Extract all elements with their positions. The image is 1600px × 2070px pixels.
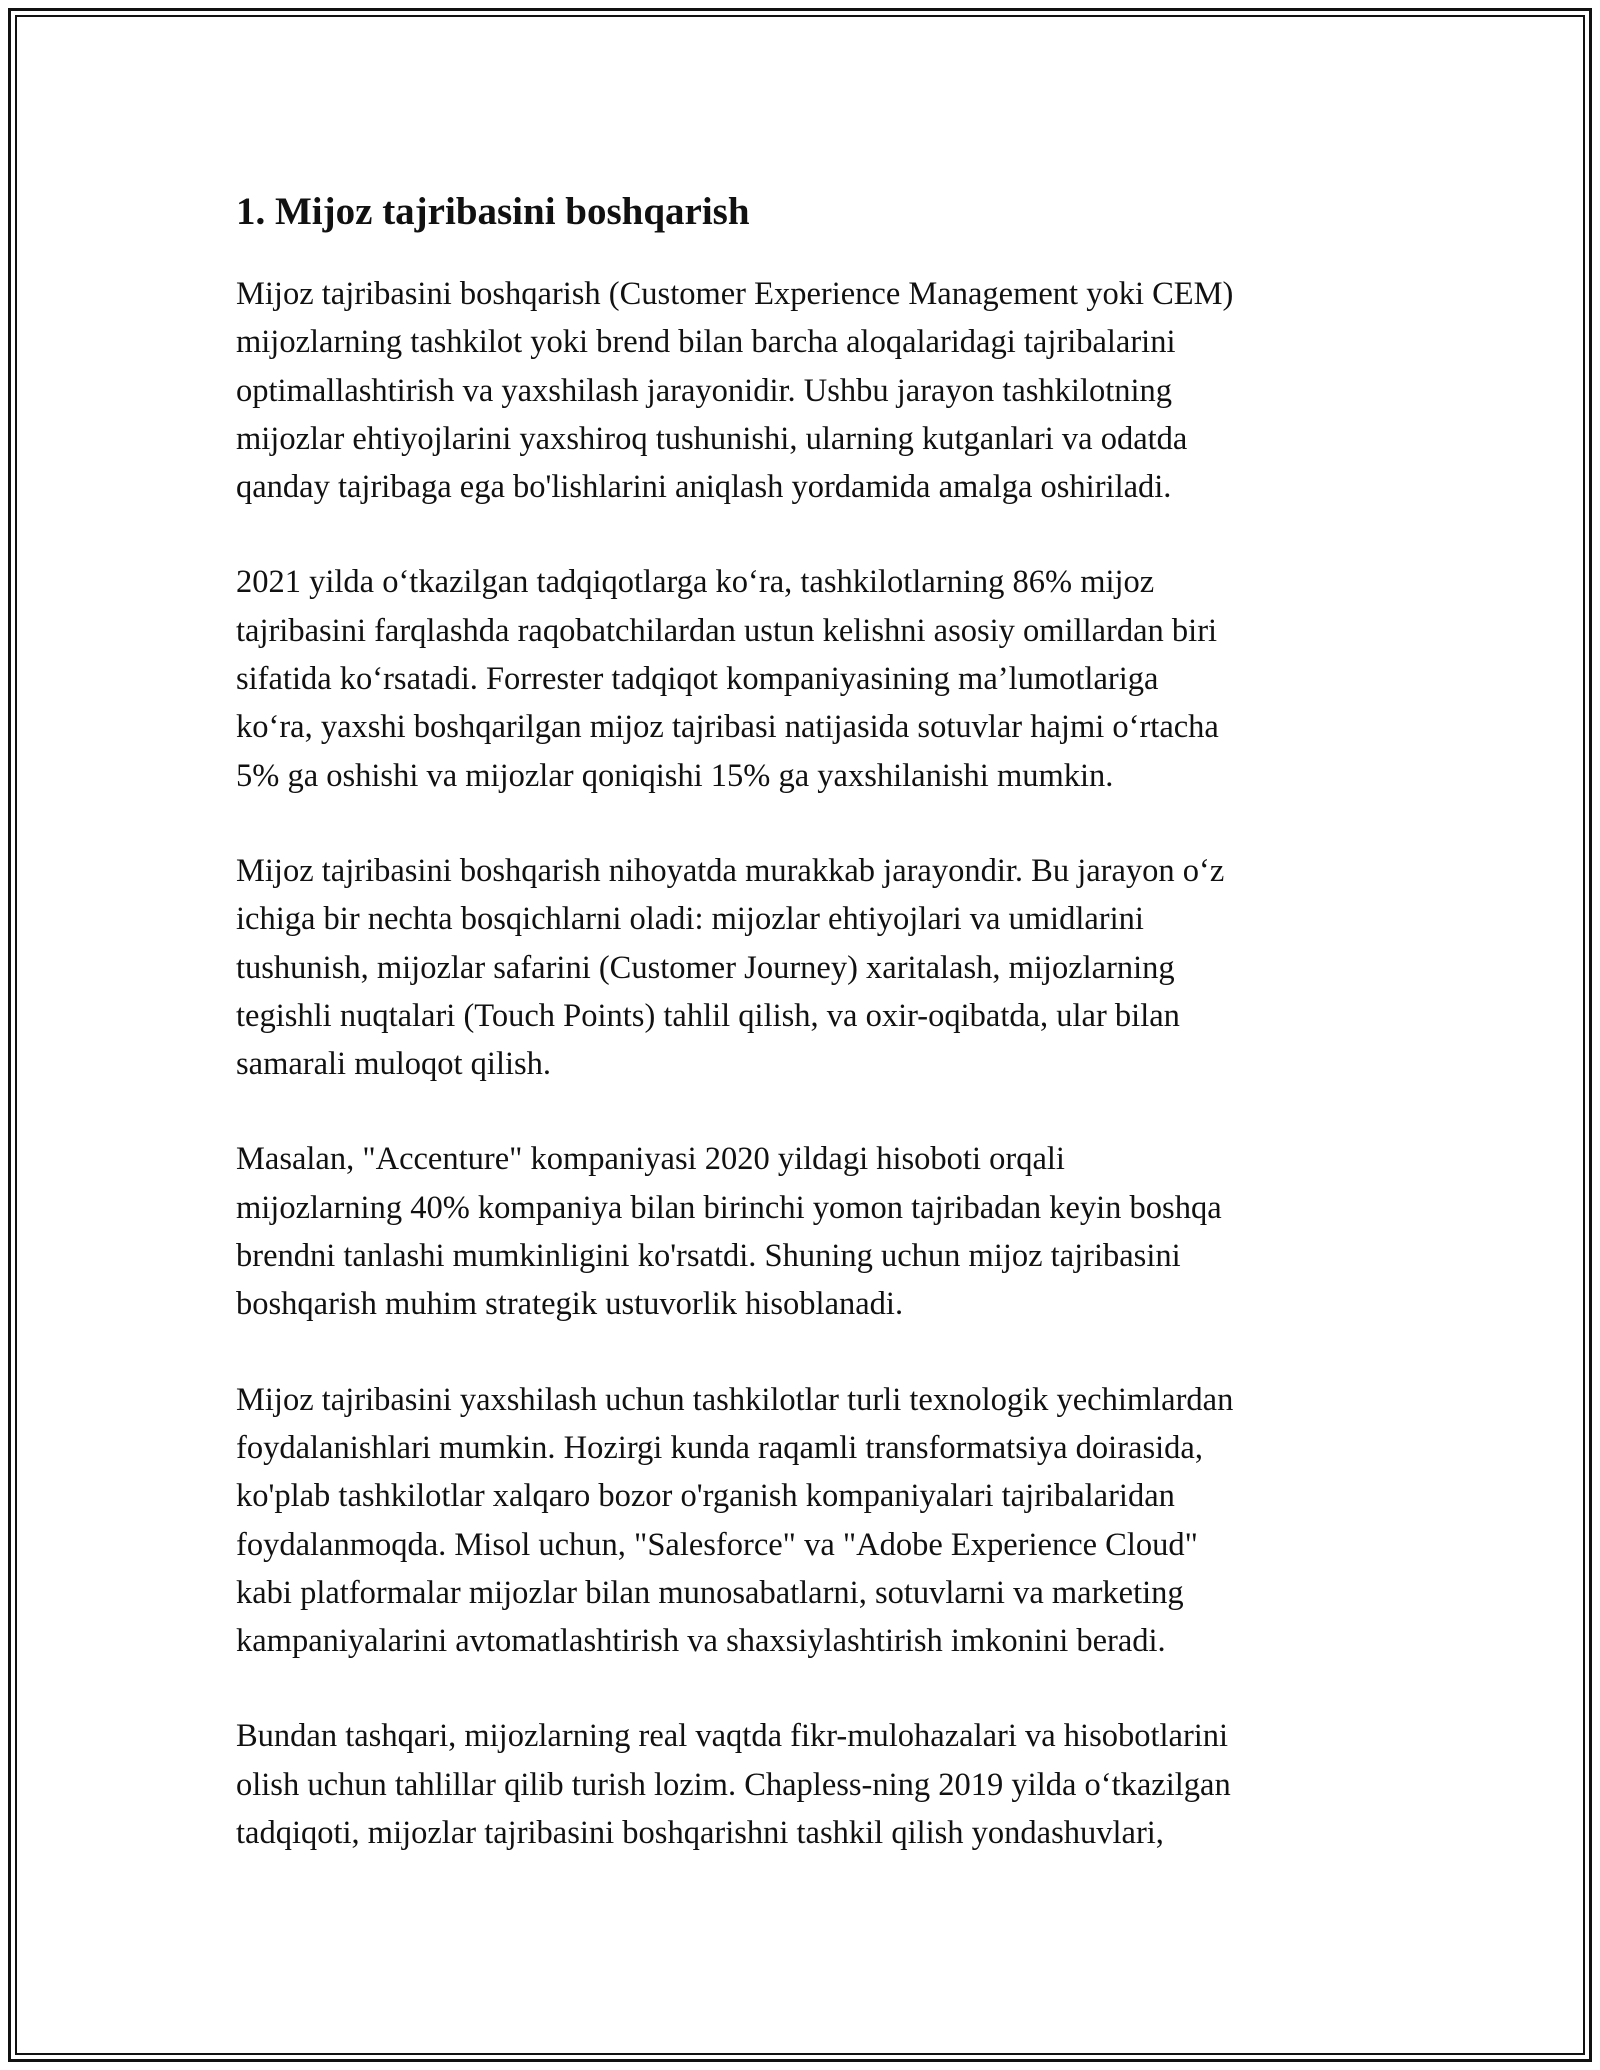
text-line: mijozlarning tashkilot yoki brend bilan barcha aloqalaridagi tajribalarini — [236, 324, 1176, 361]
text-line: Mijoz tajribasini yaxshilash uchun tashkilotlar turli texnologik yechimlardan — [236, 1381, 1234, 1418]
text-line: foydalanishlari mumkin. Hozirgi kunda raqamli transformatsiya doirasida, — [236, 1429, 1203, 1466]
text-line: kabi platformalar mijozlar bilan munosabatlarni, sotuvlarni va marketing — [236, 1574, 1184, 1611]
paragraph-technology-solutions — [236, 1376, 1416, 1666]
text-line: Masalan, "Accenture" kompaniyasi 2020 yildagi hisoboti orqali — [236, 1141, 1065, 1178]
text-line: tajribasini farqlashda raqobatchilardan ustun kelishni asosiy omillardan biri — [236, 612, 1218, 649]
text-line: qanday tajribaga ega bo'lishlarini aniqlash yordamida amalga oshiriladi. — [236, 469, 1172, 506]
paragraph-process-stages — [236, 847, 1416, 1088]
paragraph-research-statistics — [236, 558, 1416, 799]
text-line: mijozlar ehtiyojlarini yaxshiroq tushunishi, ularning kutganlari va odatda — [236, 420, 1188, 457]
text-line: ichiga bir nechta bosqichlarni oladi: mijozlar ehtiyojlari va umidlarini — [236, 901, 1144, 938]
text-line: ko'plab tashkilotlar xalqaro bozor o'rganish kompaniyalari tajribalaridan — [236, 1478, 1175, 1515]
text-line: brendni tanlashi mumkinligini ko'rsatdi. Shuning uchun mijoz tajribasini — [236, 1238, 1181, 1275]
text-line: Mijoz tajribasini boshqarish (Customer Experience Management yoki CEM) — [236, 276, 1234, 312]
paragraph-cem-definition — [236, 270, 1416, 511]
section-heading: 1. Mijoz tajribasini boshqarish — [236, 190, 750, 233]
text-line: sifatida ko‘rsatadi. Forrester tadqiqot kompaniyasining ma’lumotlariga — [236, 661, 1159, 698]
paragraph-feedback-analysis — [236, 1712, 1416, 1857]
text-line: tadqiqoti, mijozlar tajribasini boshqarishni tashkil qilish yondashuvlari, — [236, 1815, 1164, 1852]
text-line: mijozlarning 40% kompaniya bilan birinchi yomon tajribadan keyin boshqa — [236, 1189, 1222, 1226]
text-line: optimallashtirish va yaxshilash jarayonidir. Ushbu jarayon tashkilotning — [236, 372, 1173, 409]
text-line: samarali muloqot qilish. — [236, 1046, 552, 1083]
text-line: boshqarish muhim strategik ustuvorlik hisoblanadi. — [236, 1286, 904, 1323]
document-body — [236, 188, 1416, 1904]
text-line: kampaniyalarini avtomatlashtirish va shaxsiylashtirish imkonini beradi. — [236, 1623, 1166, 1660]
text-line: ko‘ra, yaxshi boshqarilgan mijoz tajribasi natijasida sotuvlar hajmi o‘rtacha — [236, 709, 1219, 746]
text-line: olish uchun tahlillar qilib turish lozim. Chapless-ning 2019 yilda o‘tkazilgan — [236, 1766, 1231, 1803]
text-line: 5% ga oshishi va mijozlar qoniqishi 15% ga yaxshilanishi mumkin. — [236, 757, 1114, 794]
text-line: tushunish, mijozlar safarini (Customer Journey) xaritalash, mijozlarning — [236, 949, 1175, 986]
paragraph-accenture-example — [236, 1135, 1416, 1328]
text-line: foydalanmoqda. Misol uchun, "Salesforce" va "Adobe Experience Cloud" — [236, 1526, 1198, 1563]
text-line: tegishli nuqtalari (Touch Points) tahlil qilish, va oxir-oqibatda, ular bilan — [236, 997, 1180, 1034]
text-line: Mijoz tajribasini boshqarish nihoyatda murakkab jarayondir. Bu jarayon o‘z — [236, 852, 1225, 889]
text-line: 2021 yilda o‘tkazilgan tadqiqotlarga ko‘ra, tashkilotlarning 86% mijoz — [236, 564, 1155, 601]
text-line: Bundan tashqari, mijozlarning real vaqtda fikr-mulohazalari va hisobotlarini — [236, 1718, 1229, 1755]
